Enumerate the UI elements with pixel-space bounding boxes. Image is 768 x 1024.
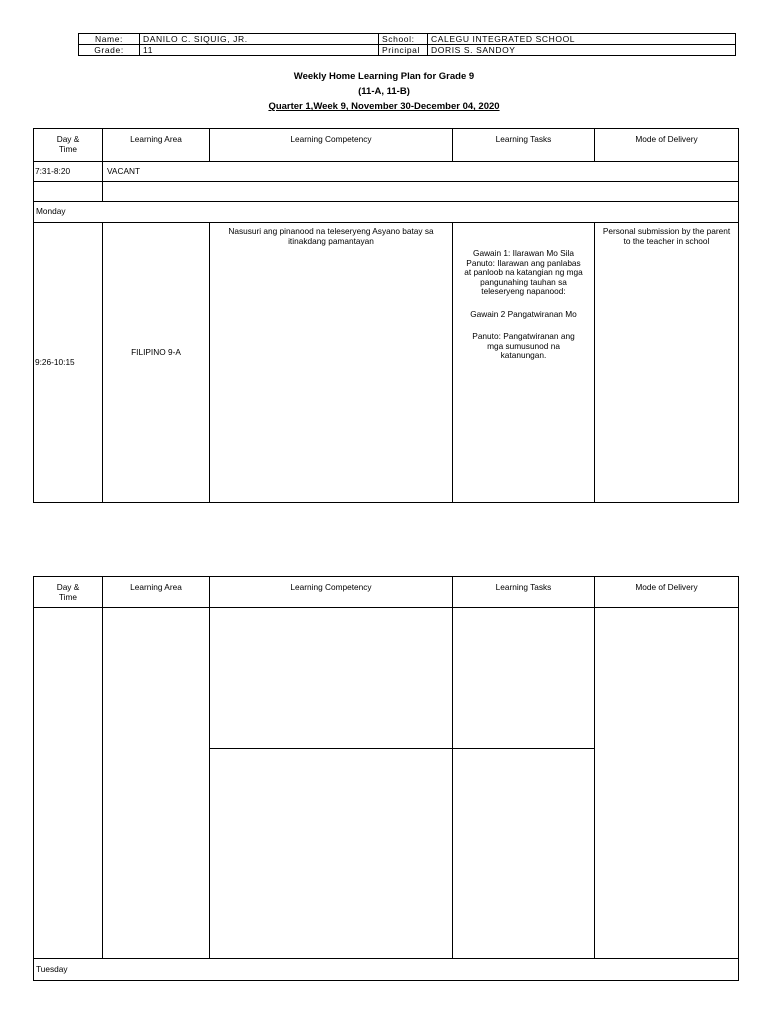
blank-competency-2 — [210, 749, 453, 959]
header-day-time: Day & Time — [34, 577, 103, 608]
task-line: Panuto: Pangatwiranan ang — [472, 331, 575, 341]
blank-competency — [210, 608, 453, 749]
empty-row — [34, 182, 739, 202]
header-delivery: Mode of Delivery — [595, 577, 739, 608]
principal-value: DORIS S. SANDOY — [428, 45, 736, 56]
school-label: School: — [379, 34, 428, 45]
task-line: pangunahing tauhan sa — [480, 276, 567, 287]
vacant-row — [34, 162, 739, 182]
info-row-name — [79, 34, 736, 45]
blank-area — [103, 608, 210, 959]
blank-tasks — [453, 608, 595, 749]
vacant-text: VACANT — [103, 162, 739, 182]
empty-cell — [34, 182, 103, 202]
plan-table-1 — [33, 128, 739, 503]
day-label-tuesday: Tuesday — [34, 959, 739, 981]
day-row-tuesday — [34, 959, 739, 981]
plan-title: Weekly Home Learning Plan for Grade 9 — [293, 71, 475, 82]
school-value: CALEGU INTEGRATED SCHOOL — [428, 34, 736, 45]
info-table — [78, 33, 736, 56]
blank-time — [34, 608, 103, 959]
principal-label: Principal — [379, 45, 428, 56]
name-label: Name: — [79, 34, 140, 45]
header-learning-area: Learning Area — [103, 577, 210, 608]
task-line: Panuto: Ilarawan ang panlabas — [466, 257, 581, 268]
plan-table-2 — [33, 576, 739, 981]
lesson-time: 9:26-10:15 — [34, 223, 103, 503]
header-learning-area: Learning Area — [103, 129, 210, 162]
info-row-grade — [79, 45, 736, 56]
day-label-monday: Monday — [34, 202, 739, 223]
header-competency: Learning Competency — [210, 129, 453, 162]
blank-delivery — [595, 608, 739, 959]
header-delivery: Mode of Delivery — [595, 129, 739, 162]
lesson-row-upper — [34, 608, 739, 749]
task-line: teleseryeng napanood: — [481, 286, 566, 296]
empty-cell-wide — [103, 182, 739, 202]
plan-sections: (11-A, 11-B) — [358, 86, 410, 97]
name-value: DANILO C. SIQUIG, JR. — [140, 34, 379, 45]
day-row-monday — [34, 202, 739, 223]
header-tasks: Learning Tasks — [453, 129, 595, 162]
vacant-time: 7:31-8:20 — [34, 162, 103, 182]
blank-tasks-2 — [453, 749, 595, 959]
lesson-tasks — [453, 223, 595, 503]
task-line: Gawain 2 Pangatwiranan Mo — [470, 308, 577, 319]
task-line: katanungan. — [500, 350, 547, 360]
lesson-area: FILIPINO 9-A — [103, 223, 210, 503]
lesson-delivery: Personal submission by the parent to the teacher in school — [595, 223, 739, 503]
header-competency: Learning Competency — [210, 577, 453, 608]
task-line: mga sumusunod na — [487, 340, 560, 351]
grade-label: Grade: — [79, 45, 140, 56]
lesson-competency: Nasusuri ang pinanood na teleseryeng Asyano batay sa itinakdang pamantayan — [210, 223, 453, 503]
task-line: at panloob na katangian ng mga — [464, 267, 583, 277]
header-row — [34, 129, 739, 162]
plan-period: Quarter 1,Week 9, November 30-December 04, 2020 — [268, 101, 500, 112]
lesson-row — [34, 223, 739, 503]
task-line: Gawain 1: Ilarawan Mo Sila — [473, 248, 574, 258]
grade-value: 11 — [140, 45, 379, 56]
header-tasks: Learning Tasks — [453, 577, 595, 608]
header-row — [34, 577, 739, 608]
header-day-time: Day & Time — [34, 129, 103, 162]
